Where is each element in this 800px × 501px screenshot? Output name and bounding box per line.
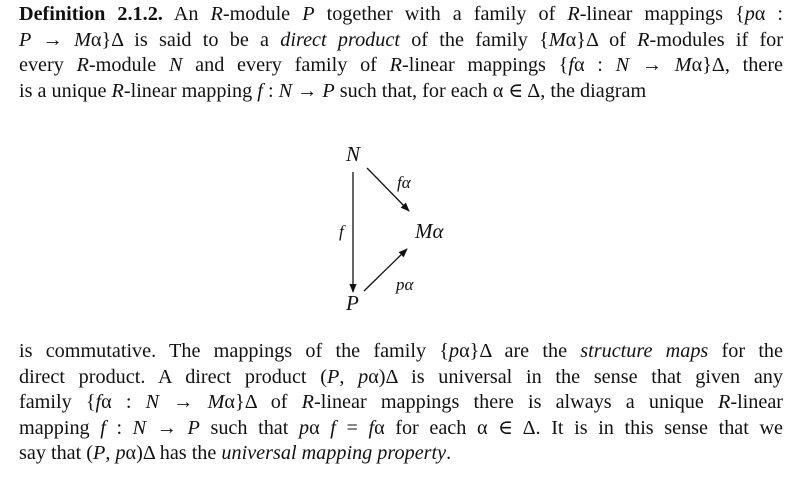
followup-line xyxy=(19,441,783,467)
text-segment: p xyxy=(115,442,126,464)
text-segment: every xyxy=(19,54,77,76)
text-segment: R xyxy=(637,28,650,51)
text-segment: f xyxy=(368,416,375,439)
text-segment: α xyxy=(309,416,331,439)
definition-line xyxy=(19,28,783,54)
text-segment: An xyxy=(162,3,211,25)
label-p-alpha: pα xyxy=(396,275,414,294)
text-segment: . xyxy=(446,442,452,464)
text-segment: M xyxy=(548,28,566,51)
text-segment: = xyxy=(335,416,369,439)
text-segment: p xyxy=(449,340,460,362)
node-m-alpha: Mα xyxy=(415,219,444,243)
text-segment: such that xyxy=(199,416,299,439)
text-segment: say that ( xyxy=(19,442,93,464)
text-segment: is a unique xyxy=(19,79,112,102)
text-segment: mapping xyxy=(19,416,101,439)
text-segment: -linear mapping xyxy=(123,79,258,102)
text-segment: -linear mappings { xyxy=(401,54,569,76)
followup-line xyxy=(19,416,783,442)
followup-line xyxy=(19,390,783,416)
text-segment: R xyxy=(567,3,580,25)
text-segment: -linear mappings { xyxy=(579,3,745,25)
text-segment: α}Δ, there xyxy=(691,54,784,76)
text-segment: P xyxy=(302,3,315,25)
text-segment: -linear mappings there is always a unique xyxy=(314,391,718,413)
text-segment: R xyxy=(210,3,223,25)
text-segment: of the family { xyxy=(399,28,549,51)
text-segment: -module xyxy=(88,54,169,76)
text-segment: structure maps xyxy=(580,340,709,362)
text-segment: N xyxy=(168,54,183,76)
text-segment: universal mapping property xyxy=(221,442,447,464)
followup-line xyxy=(19,339,783,365)
followup-line xyxy=(19,365,783,391)
text-segment: → xyxy=(292,79,323,102)
text-segment: together with a family of xyxy=(314,3,568,25)
text-segment: → xyxy=(159,391,208,413)
text-segment: α}Δ of xyxy=(224,391,302,413)
text-segment: f xyxy=(95,391,102,413)
definition-line xyxy=(19,2,783,28)
followup-paragraph xyxy=(19,339,783,467)
text-segment: α}Δ are the xyxy=(459,340,581,362)
text-segment: α}Δ of xyxy=(565,28,638,51)
commutative-diagram xyxy=(320,140,480,320)
definition-line xyxy=(19,79,783,105)
text-segment: : xyxy=(105,416,133,439)
text-segment: p xyxy=(298,416,310,439)
text-segment: P xyxy=(322,79,335,102)
text-segment: P xyxy=(187,416,200,439)
text-segment: M xyxy=(74,28,91,51)
text-segment: α : xyxy=(101,391,146,413)
text-segment: : xyxy=(262,79,279,102)
text-segment: N xyxy=(278,79,293,102)
text-segment: R xyxy=(111,79,124,102)
text-segment: -linear xyxy=(730,391,784,413)
text-segment: p xyxy=(358,365,369,388)
text-segment: f xyxy=(330,416,336,439)
text-segment: α)Δ is universal in the sense that given any xyxy=(368,365,783,388)
text-segment: f xyxy=(257,79,263,102)
text-segment: p xyxy=(744,3,755,25)
text-segment: such that, for each α ∈ Δ, the diagram xyxy=(334,79,647,102)
definition-heading: Definition 2.1.2. xyxy=(19,3,163,25)
text-segment: f xyxy=(100,416,106,439)
text-segment: P xyxy=(19,28,32,51)
text-segment: , xyxy=(339,365,359,388)
text-segment: R xyxy=(301,391,315,413)
text-segment: M xyxy=(674,54,692,76)
text-segment: P xyxy=(93,442,106,464)
text-segment: direct product. A direct product ( xyxy=(19,365,327,388)
text-segment: N xyxy=(615,54,630,76)
node-p: P xyxy=(346,291,359,315)
text-segment: → xyxy=(629,54,675,76)
text-segment: P xyxy=(326,365,340,388)
node-n: N xyxy=(346,142,361,166)
label-f: f xyxy=(339,222,344,241)
text-segment: N xyxy=(132,416,147,439)
text-segment: -module xyxy=(222,3,303,25)
text-segment: α : xyxy=(573,54,616,76)
text-segment: α : xyxy=(754,3,784,25)
text-segment: α)Δ has the xyxy=(125,442,222,464)
text-segment: → xyxy=(31,28,75,51)
label-f-alpha: fα xyxy=(397,173,411,192)
text-segment: α}Δ is said to be a xyxy=(90,28,281,51)
text-segment: for the xyxy=(708,340,783,362)
text-segment: → xyxy=(146,416,188,439)
text-segment: N xyxy=(145,391,160,413)
text-segment: α for each α ∈ Δ. It is in this sense that we xyxy=(374,416,784,439)
text-segment: and every family of xyxy=(182,54,390,76)
text-segment: is commutative. The mappings of the family { xyxy=(19,340,450,362)
text-segment: R xyxy=(76,54,89,76)
text-segment: direct product xyxy=(280,28,400,51)
text-segment: M xyxy=(207,391,225,413)
text-segment: R xyxy=(389,54,402,76)
text-segment: f xyxy=(568,54,574,76)
text-segment: R xyxy=(718,391,731,413)
text-segment: , xyxy=(105,442,116,464)
text-segment: -modules if for xyxy=(649,28,784,51)
definition-line xyxy=(19,53,783,79)
definition-paragraph xyxy=(19,2,783,104)
text-segment: family { xyxy=(19,391,96,413)
